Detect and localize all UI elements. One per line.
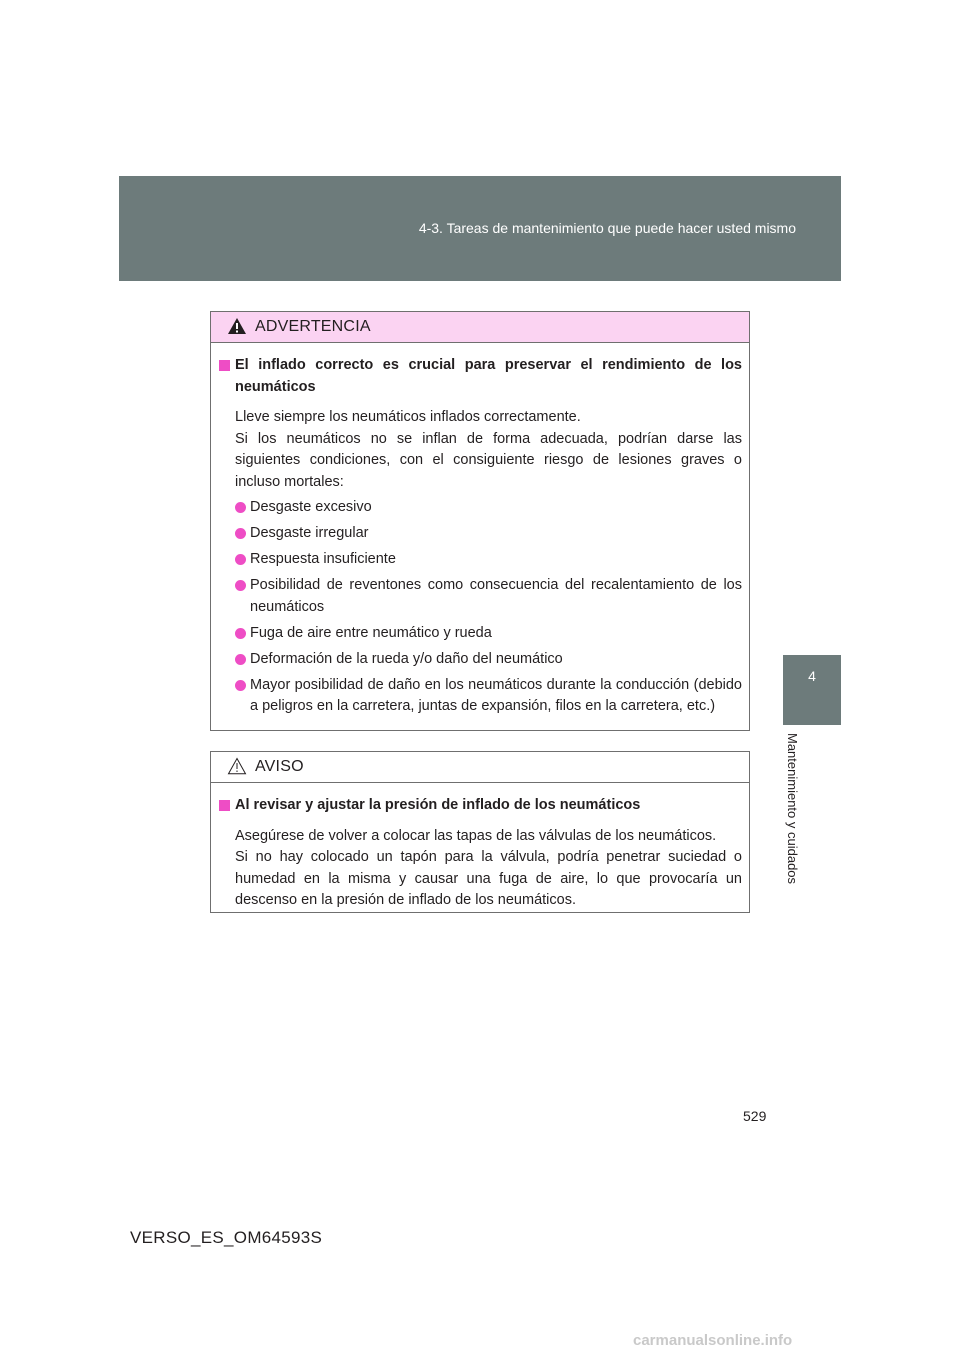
notice-line2: Si no hay colocado un tapón para la válvula, podría penetrar suciedad o humedad en la misma y causar una fuga de aire, lo que provocaría un descenso en la presión de inflado de los neumáticos.	[235, 849, 742, 908]
notice-section-title	[219, 795, 742, 817]
list-item-text: Desgaste excesivo	[250, 499, 372, 515]
dot-bullet-icon	[235, 654, 246, 665]
notice-body	[211, 783, 749, 912]
chapter-label-text: Mantenimiento y cuidados	[785, 733, 800, 885]
notice-section-title-text: Al revisar y ajustar la presión de inflado de los neumáticos	[235, 797, 641, 813]
square-bullet-icon	[219, 800, 230, 811]
warning-section-title	[219, 355, 742, 398]
warning-label: ADVERTENCIA	[255, 318, 371, 335]
warning-box	[210, 311, 750, 731]
dot-bullet-icon	[235, 628, 246, 639]
warning-intro	[219, 407, 742, 493]
warning-intro-line1: Lleve siempre los neumáticos inflados correctamente.	[235, 409, 581, 425]
list-item-text: Desgaste irregular	[250, 525, 369, 541]
warning-triangle-icon	[227, 317, 247, 335]
chapter-label	[781, 733, 809, 903]
list-item	[235, 549, 742, 571]
dot-bullet-icon	[235, 580, 246, 591]
warning-body	[211, 343, 749, 718]
list-item-text: Fuga de aire entre neumático y rueda	[250, 624, 492, 641]
warning-intro-line2: Si los neumáticos no se inflan de forma adecuada, podrían darse las siguientes condiciones, con el consiguiente riesgo de lesiones graves o incluso mortales:	[235, 430, 742, 490]
warning-header	[211, 312, 749, 343]
list-item	[235, 497, 742, 519]
list-item	[235, 649, 742, 671]
list-item	[235, 575, 742, 618]
dot-bullet-icon	[235, 554, 246, 565]
section-breadcrumb: 4-3. Tareas de mantenimiento que puede hacer usted mismo	[418, 220, 796, 236]
list-item	[235, 675, 742, 718]
chapter-tab[interactable]	[783, 655, 841, 725]
list-item-text: Deformación de la rueda y/o daño del neumático	[250, 650, 563, 667]
notice-header	[211, 752, 749, 783]
notice-label: AVISO	[255, 758, 304, 775]
chapter-number: 4	[808, 668, 816, 684]
header-band	[119, 176, 841, 281]
document-code: VERSO_ES_OM64593S	[130, 1228, 323, 1247]
list-item	[235, 623, 742, 645]
watermark: carmanualsonline.info	[633, 1332, 793, 1349]
warning-list	[219, 497, 742, 718]
list-item-text: Posibilidad de reventones como consecuencia del recalentamiento de los neumáticos	[250, 577, 742, 615]
warning-section-title-text: El inflado correcto es crucial para preservar el rendimiento de los neumáticos	[235, 357, 742, 395]
notice-line1: Asegúrese de volver a colocar las tapas de las válvulas de los neumáticos.	[235, 827, 717, 844]
dot-bullet-icon	[235, 502, 246, 513]
caution-triangle-icon	[227, 757, 247, 775]
square-bullet-icon	[219, 360, 230, 371]
page-number: 529	[743, 1108, 767, 1124]
list-item	[235, 523, 742, 545]
dot-bullet-icon	[235, 528, 246, 539]
list-item-text: Mayor posibilidad de daño en los neumáticos durante la conducción (debido a peligros en la carretera, juntas de expansión, filos en la carretera, etc.)	[250, 676, 742, 714]
dot-bullet-icon	[235, 680, 246, 691]
list-item-text: Respuesta insuficiente	[250, 551, 396, 567]
notice-box	[210, 751, 750, 913]
notice-paragraph	[219, 826, 742, 912]
